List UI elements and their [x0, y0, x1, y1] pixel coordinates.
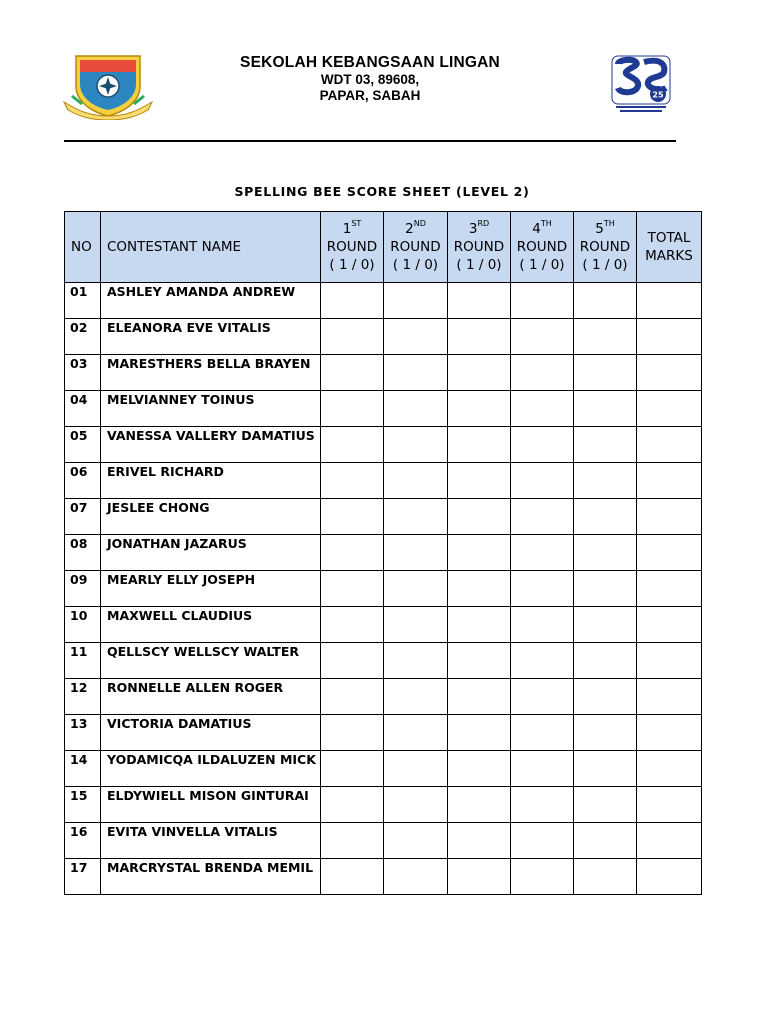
round-1-score-cell[interactable] [321, 355, 384, 391]
total-marks-cell[interactable] [637, 499, 702, 535]
header-round-1: 1ST ROUND ( 1 / 0) [321, 212, 384, 283]
round-3-score-cell[interactable] [448, 607, 511, 643]
anniversary-emblem-icon [610, 54, 672, 114]
round-3-score-cell[interactable] [448, 823, 511, 859]
round-5-score-cell[interactable] [574, 319, 637, 355]
table-row [65, 715, 702, 751]
round-1-score-cell[interactable] [321, 607, 384, 643]
score-table [64, 211, 702, 895]
total-marks-cell[interactable] [637, 751, 702, 787]
contestant-name: ELDYWIELL MISON GINTURAI [101, 787, 321, 823]
contestant-number: 12 [65, 679, 101, 715]
round-4-score-cell[interactable] [511, 355, 574, 391]
contestant-number: 15 [65, 787, 101, 823]
contestant-name: ELEANORA EVE VITALIS [101, 319, 321, 355]
total-marks-cell[interactable] [637, 823, 702, 859]
header-contestant-name: CONTESTANT NAME [101, 212, 321, 283]
total-marks-cell[interactable] [637, 391, 702, 427]
contestant-number: 07 [65, 499, 101, 535]
header-no: NO [65, 212, 101, 283]
contestant-name: MELVIANNEY TOINUS [101, 391, 321, 427]
contestant-name: ERIVEL RICHARD [101, 463, 321, 499]
round-3-score-cell[interactable] [448, 643, 511, 679]
round-4-score-cell[interactable] [511, 499, 574, 535]
round-1-score-cell[interactable] [321, 427, 384, 463]
round-2-score-cell[interactable] [384, 679, 448, 715]
round-3-score-cell[interactable] [448, 535, 511, 571]
contestant-name: MARESTHERS BELLA BRAYEN [101, 355, 321, 391]
round-2-score-cell[interactable] [384, 283, 448, 319]
round-5-score-cell[interactable] [574, 391, 637, 427]
round-4-score-cell[interactable] [511, 535, 574, 571]
total-marks-cell[interactable] [637, 535, 702, 571]
round-4-score-cell[interactable] [511, 463, 574, 499]
contestant-number: 10 [65, 607, 101, 643]
school-name: SEKOLAH KEBANGSAAN LINGAN [240, 54, 500, 71]
contestant-name: MARCRYSTAL BRENDA MEMIL [101, 859, 321, 895]
contestant-number: 09 [65, 571, 101, 607]
round-5-score-cell[interactable] [574, 355, 637, 391]
round-1-score-cell[interactable] [321, 499, 384, 535]
contestant-number: 17 [65, 859, 101, 895]
round-1-score-cell[interactable] [321, 535, 384, 571]
table-row [65, 391, 702, 427]
round-3-score-cell[interactable] [448, 319, 511, 355]
table-row [65, 859, 702, 895]
table-row [65, 319, 702, 355]
table-row [65, 283, 702, 319]
header-round-2: 2ND ROUND ( 1 / 0) [384, 212, 448, 283]
svg-text:25: 25 [652, 90, 664, 100]
round-5-score-cell[interactable] [574, 463, 637, 499]
round-1-score-cell[interactable] [321, 391, 384, 427]
round-1-score-cell[interactable] [321, 571, 384, 607]
round-4-score-cell[interactable] [511, 571, 574, 607]
round-5-score-cell[interactable] [574, 571, 637, 607]
round-1-score-cell[interactable] [321, 715, 384, 751]
round-2-score-cell[interactable] [384, 463, 448, 499]
contestant-number: 11 [65, 643, 101, 679]
round-3-score-cell[interactable] [448, 751, 511, 787]
total-marks-cell[interactable] [637, 427, 702, 463]
round-5-score-cell[interactable] [574, 499, 637, 535]
round-5-score-cell[interactable] [574, 859, 637, 895]
round-2-score-cell[interactable] [384, 751, 448, 787]
round-5-score-cell[interactable] [574, 535, 637, 571]
contestant-name: QELLSCY WELLSCY WALTER [101, 643, 321, 679]
round-3-score-cell[interactable] [448, 499, 511, 535]
round-2-score-cell[interactable] [384, 355, 448, 391]
round-5-score-cell[interactable] [574, 751, 637, 787]
round-3-score-cell[interactable] [448, 679, 511, 715]
round-5-score-cell[interactable] [574, 823, 637, 859]
contestant-name: JONATHAN JAZARUS [101, 535, 321, 571]
table-header-row [65, 212, 702, 283]
contestant-name: ASHLEY AMANDA ANDREW [101, 283, 321, 319]
round-1-score-cell[interactable] [321, 283, 384, 319]
round-2-score-cell[interactable] [384, 427, 448, 463]
round-3-score-cell[interactable] [448, 427, 511, 463]
table-row [65, 751, 702, 787]
total-marks-cell[interactable] [637, 787, 702, 823]
round-3-score-cell[interactable] [448, 571, 511, 607]
header-round-3: 3RD ROUND ( 1 / 0) [448, 212, 511, 283]
round-1-score-cell[interactable] [321, 319, 384, 355]
total-marks-cell[interactable] [637, 643, 702, 679]
round-2-score-cell[interactable] [384, 715, 448, 751]
round-1-score-cell[interactable] [321, 859, 384, 895]
total-marks-cell[interactable] [637, 715, 702, 751]
round-1-score-cell[interactable] [321, 679, 384, 715]
header-round-4: 4TH ROUND ( 1 / 0) [511, 212, 574, 283]
school-crest-icon [62, 52, 154, 120]
round-1-score-cell[interactable] [321, 751, 384, 787]
round-3-score-cell[interactable] [448, 787, 511, 823]
round-3-score-cell[interactable] [448, 715, 511, 751]
total-marks-cell[interactable] [637, 679, 702, 715]
round-3-score-cell[interactable] [448, 391, 511, 427]
contestant-name: MEARLY ELLY JOSEPH [101, 571, 321, 607]
total-marks-cell[interactable] [637, 355, 702, 391]
contestant-number: 04 [65, 391, 101, 427]
school-header [170, 54, 570, 104]
contestant-number: 16 [65, 823, 101, 859]
contestant-name: EVITA VINVELLA VITALIS [101, 823, 321, 859]
contestant-name: MAXWELL CLAUDIUS [101, 607, 321, 643]
contestant-number: 01 [65, 283, 101, 319]
round-5-score-cell[interactable] [574, 787, 637, 823]
round-4-score-cell[interactable] [511, 391, 574, 427]
contestant-name: VICTORIA DAMATIUS [101, 715, 321, 751]
contestant-number: 03 [65, 355, 101, 391]
total-marks-cell[interactable] [637, 319, 702, 355]
round-2-score-cell[interactable] [384, 535, 448, 571]
table-row [65, 787, 702, 823]
sheet-title: SPELLING BEE SCORE SHEET (LEVEL 2) [234, 184, 530, 199]
total-marks-cell[interactable] [637, 283, 702, 319]
round-5-score-cell[interactable] [574, 679, 637, 715]
school-address-line-1: WDT 03, 89608, [320, 72, 420, 87]
round-4-score-cell[interactable] [511, 787, 574, 823]
table-row [65, 823, 702, 859]
round-3-score-cell[interactable] [448, 355, 511, 391]
contestant-number: 06 [65, 463, 101, 499]
total-marks-cell[interactable] [637, 607, 702, 643]
contestant-number: 08 [65, 535, 101, 571]
contestant-name: VANESSA VALLERY DAMATIUS [101, 427, 321, 463]
round-3-score-cell[interactable] [448, 463, 511, 499]
school-address-line-2: PAPAR, SABAH [319, 88, 421, 103]
round-3-score-cell[interactable] [448, 859, 511, 895]
contestant-number: 02 [65, 319, 101, 355]
round-3-score-cell[interactable] [448, 283, 511, 319]
round-5-score-cell[interactable] [574, 643, 637, 679]
round-4-score-cell[interactable] [511, 427, 574, 463]
contestant-number: 13 [65, 715, 101, 751]
round-2-score-cell[interactable] [384, 499, 448, 535]
contestant-name: JESLEE CHONG [101, 499, 321, 535]
round-4-score-cell[interactable] [511, 751, 574, 787]
round-2-score-cell[interactable] [384, 391, 448, 427]
table-row [65, 679, 702, 715]
round-5-score-cell[interactable] [574, 283, 637, 319]
round-1-score-cell[interactable] [321, 463, 384, 499]
round-4-score-cell[interactable] [511, 319, 574, 355]
round-2-score-cell[interactable] [384, 643, 448, 679]
contestant-name: YODAMICQA ILDALUZEN MICK [101, 751, 321, 787]
table-row [65, 643, 702, 679]
round-2-score-cell[interactable] [384, 787, 448, 823]
round-2-score-cell[interactable] [384, 859, 448, 895]
table-row [65, 427, 702, 463]
round-2-score-cell[interactable] [384, 319, 448, 355]
round-1-score-cell[interactable] [321, 823, 384, 859]
table-row [65, 607, 702, 643]
header-divider [64, 140, 676, 142]
round-4-score-cell[interactable] [511, 283, 574, 319]
round-4-score-cell[interactable] [511, 607, 574, 643]
round-4-score-cell[interactable] [511, 715, 574, 751]
table-row [65, 571, 702, 607]
table-row [65, 499, 702, 535]
round-2-score-cell[interactable] [384, 571, 448, 607]
round-4-score-cell[interactable] [511, 643, 574, 679]
contestant-number: 14 [65, 751, 101, 787]
table-row [65, 535, 702, 571]
table-row [65, 355, 702, 391]
total-marks-cell[interactable] [637, 859, 702, 895]
header-round-5: 5TH ROUND ( 1 / 0) [574, 212, 637, 283]
contestant-name: RONNELLE ALLEN ROGER [101, 679, 321, 715]
contestant-number: 05 [65, 427, 101, 463]
round-1-score-cell[interactable] [321, 787, 384, 823]
total-marks-cell[interactable] [637, 571, 702, 607]
round-5-score-cell[interactable] [574, 607, 637, 643]
total-marks-cell[interactable] [637, 463, 702, 499]
round-2-score-cell[interactable] [384, 607, 448, 643]
round-5-score-cell[interactable] [574, 715, 637, 751]
round-2-score-cell[interactable] [384, 823, 448, 859]
header-total-marks: TOTAL MARKS [637, 212, 702, 283]
table-row [65, 463, 702, 499]
round-4-score-cell[interactable] [511, 679, 574, 715]
round-4-score-cell[interactable] [511, 859, 574, 895]
round-1-score-cell[interactable] [321, 643, 384, 679]
round-5-score-cell[interactable] [574, 427, 637, 463]
round-4-score-cell[interactable] [511, 823, 574, 859]
